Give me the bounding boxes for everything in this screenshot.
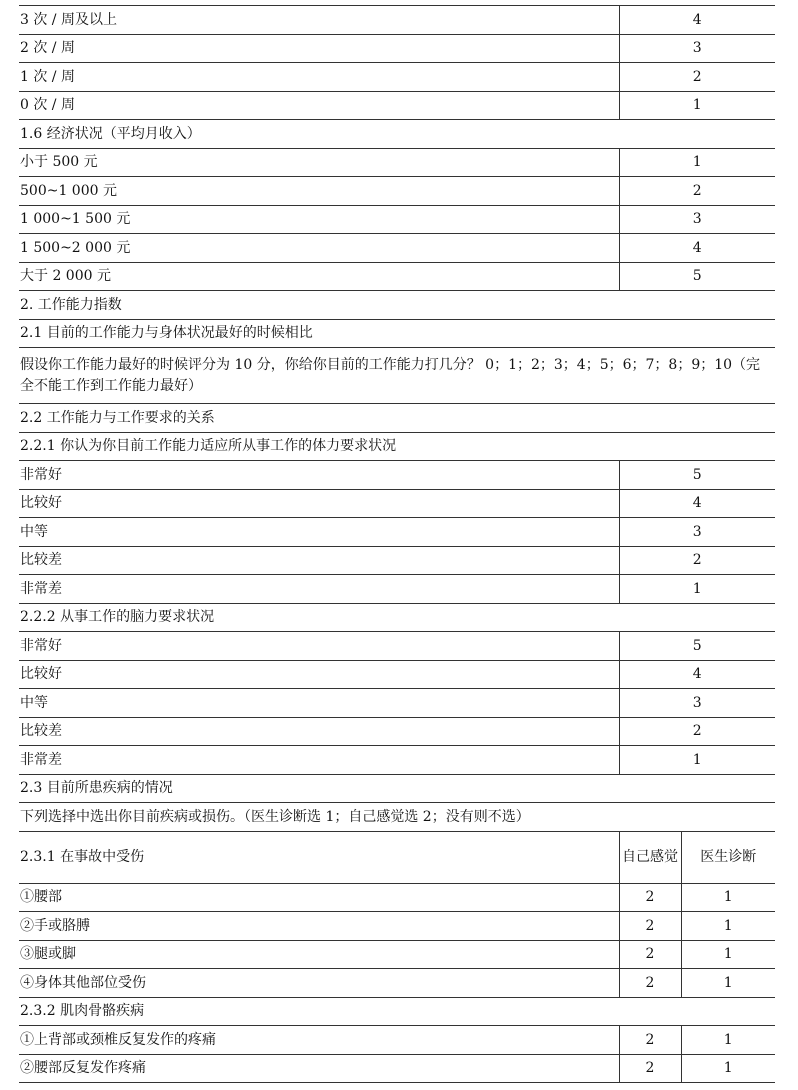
table-row — [19, 262, 775, 291]
row-label: 比较差 — [19, 546, 619, 575]
table-row — [19, 575, 775, 604]
table-row — [19, 660, 775, 689]
doctor-score: 1 — [681, 969, 775, 998]
row-score: 2 — [619, 717, 775, 746]
doctor-score: 1 — [681, 912, 775, 941]
section-heading: 2. 工作能力指数 — [19, 291, 775, 320]
section-row — [19, 603, 775, 632]
row-label: ④身体其他部位受伤 — [19, 969, 619, 998]
section-row — [19, 291, 775, 320]
doctor-score: 1 — [681, 1026, 775, 1055]
column-header-self: 自己感觉 — [619, 831, 681, 883]
doctor-score: 1 — [681, 883, 775, 912]
self-score: 2 — [619, 940, 681, 969]
table-row — [19, 940, 775, 969]
section-row — [19, 997, 775, 1026]
row-label: 1 500~2 000 元 — [19, 234, 619, 263]
row-score: 2 — [619, 546, 775, 575]
questionnaire-table — [19, 5, 775, 1083]
self-score: 2 — [619, 1026, 681, 1055]
row-label: 非常好 — [19, 461, 619, 490]
section-row — [19, 348, 775, 404]
row-label: ③腿或脚 — [19, 940, 619, 969]
row-label: 中等 — [19, 689, 619, 718]
row-score: 5 — [619, 262, 775, 291]
row-score: 1 — [619, 148, 775, 177]
row-label: ①腰部 — [19, 883, 619, 912]
row-label: 大于 2 000 元 — [19, 262, 619, 291]
section-row — [19, 432, 775, 461]
row-score: 4 — [619, 489, 775, 518]
section-heading: 2.2.1 你认为你目前工作能力适应所从事工作的体力要求状况 — [19, 432, 775, 461]
row-score: 4 — [619, 6, 775, 35]
table-row — [19, 63, 775, 92]
row-label: 非常差 — [19, 575, 619, 604]
table-row — [19, 518, 775, 547]
section-row — [19, 803, 775, 832]
row-score: 1 — [619, 91, 775, 120]
table-row — [19, 34, 775, 63]
row-label: 2 次 / 周 — [19, 34, 619, 63]
table-row — [19, 689, 775, 718]
table-row — [19, 205, 775, 234]
section-row — [19, 404, 775, 433]
row-label: 1 000~1 500 元 — [19, 205, 619, 234]
self-score: 2 — [619, 1054, 681, 1083]
table-row — [19, 148, 775, 177]
section-heading: 2.3.2 肌肉骨骼疾病 — [19, 997, 775, 1026]
row-score: 3 — [619, 689, 775, 718]
row-label: 非常好 — [19, 632, 619, 661]
row-score: 3 — [619, 34, 775, 63]
table-row — [19, 717, 775, 746]
table-row — [19, 883, 775, 912]
table-row — [19, 6, 775, 35]
doctor-score: 1 — [681, 1054, 775, 1083]
row-label: 3 次 / 周及以上 — [19, 6, 619, 35]
section-row — [19, 319, 775, 348]
row-score: 1 — [619, 575, 775, 604]
row-label: ②手或胳膊 — [19, 912, 619, 941]
section-heading: 2.1 目前的工作能力与身体状况最好的时候相比 — [19, 319, 775, 348]
row-score: 5 — [619, 632, 775, 661]
table-row — [19, 1054, 775, 1083]
row-score: 2 — [619, 63, 775, 92]
row-score: 4 — [619, 234, 775, 263]
self-score: 2 — [619, 883, 681, 912]
table-row — [19, 746, 775, 775]
table-row — [19, 91, 775, 120]
table-row — [19, 546, 775, 575]
table-row — [19, 912, 775, 941]
table-row — [19, 1026, 775, 1055]
row-score: 1 — [619, 746, 775, 775]
row-label: 比较好 — [19, 489, 619, 518]
row-label: 小于 500 元 — [19, 148, 619, 177]
row-score: 4 — [619, 660, 775, 689]
column-header-row — [19, 831, 775, 883]
section-heading: 2.2.2 从事工作的脑力要求状况 — [19, 603, 775, 632]
section-heading: 下列选择中选出你目前疾病或损伤。（医生诊断选 1；自己感觉选 2；没有则不选） — [19, 803, 775, 832]
row-label: 0 次 / 周 — [19, 91, 619, 120]
row-label: 非常差 — [19, 746, 619, 775]
section-heading: 1.6 经济状况（平均月收入） — [19, 120, 775, 149]
section-heading: 2.2 工作能力与工作要求的关系 — [19, 404, 775, 433]
self-score: 2 — [619, 969, 681, 998]
doctor-score: 1 — [681, 940, 775, 969]
row-label: ①上背部或颈椎反复发作的疼痛 — [19, 1026, 619, 1055]
row-score: 3 — [619, 518, 775, 547]
section-heading: 假设你工作能力最好的时候评分为 10 分，你给你目前的工作能力打几分？ 0；1；2；3；4；5；6；7；8；9；10（完全不能工作到工作能力最好） — [19, 348, 775, 404]
subsection-heading: 2.3.1 在事故中受伤 — [19, 831, 619, 883]
section-heading: 2.3 目前所患疾病的情况 — [19, 774, 775, 803]
table-row — [19, 177, 775, 206]
table-row — [19, 969, 775, 998]
self-score: 2 — [619, 912, 681, 941]
section-row — [19, 120, 775, 149]
row-score: 3 — [619, 205, 775, 234]
table-row — [19, 461, 775, 490]
row-score: 2 — [619, 177, 775, 206]
table-row — [19, 234, 775, 263]
section-row — [19, 774, 775, 803]
row-score: 5 — [619, 461, 775, 490]
row-label: 比较差 — [19, 717, 619, 746]
row-label: 比较好 — [19, 660, 619, 689]
row-label: 1 次 / 周 — [19, 63, 619, 92]
column-header-doctor: 医生诊断 — [681, 831, 775, 883]
table-row — [19, 632, 775, 661]
row-label: ②腰部反复发作疼痛 — [19, 1054, 619, 1083]
table-row — [19, 489, 775, 518]
row-label: 中等 — [19, 518, 619, 547]
row-label: 500~1 000 元 — [19, 177, 619, 206]
table-body — [19, 6, 775, 1083]
